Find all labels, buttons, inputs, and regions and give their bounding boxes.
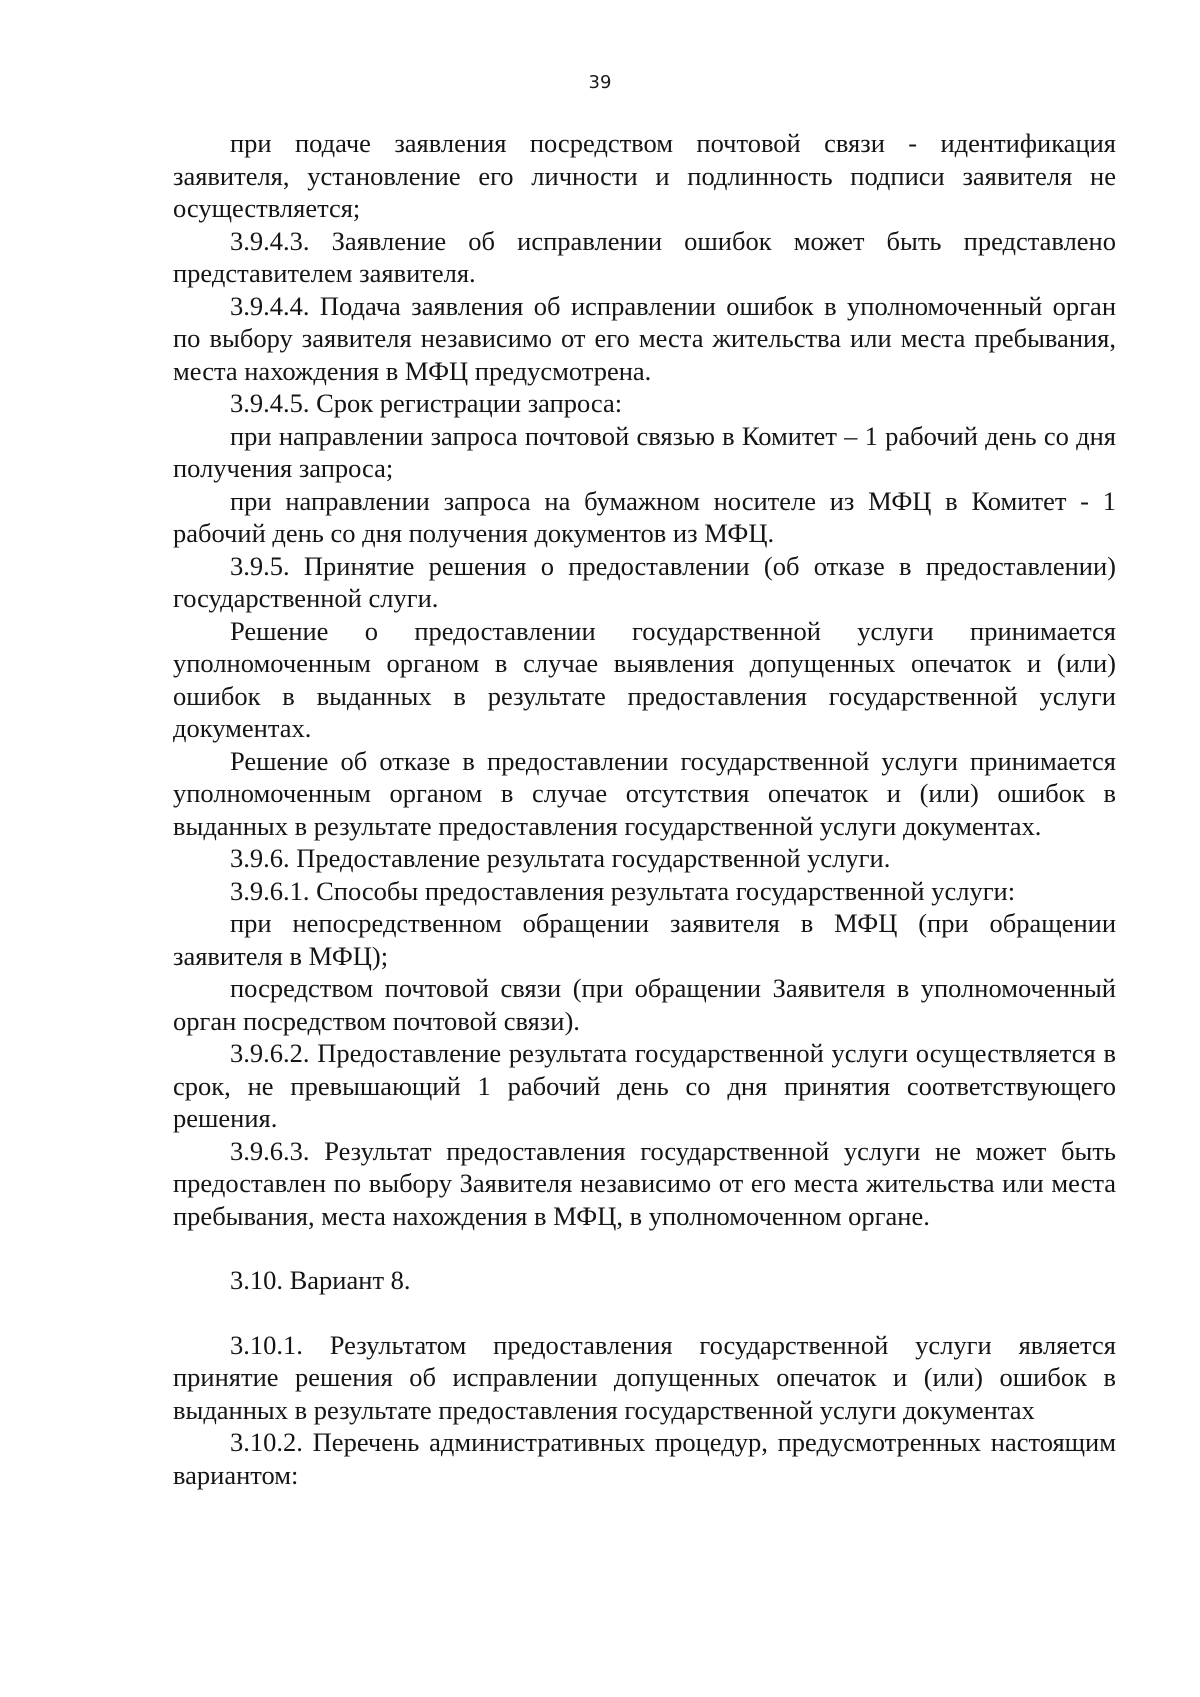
- paragraph-mfc-method: при непосредственном обращении заявителя в МФЦ (при обращении заявителя в МФЦ);: [173, 908, 1116, 971]
- paragraph-postal-registration-term: при направлении запроса почтовой связью в Комитет – 1 рабочий день со дня получения запроса;: [173, 420, 1116, 483]
- paragraph-3-9-6: 3.9.6. Предоставление результата государственной услуги.: [230, 843, 891, 873]
- paragraph-3-10-1: 3.10.1. Результатом предоставления государственной услуги является принятие решения об исправлении допущенных опечаток и (или) ошибок в выданных в результате предоставления государственной услуги документах: [173, 1329, 1116, 1425]
- document-body: [173, 127, 1116, 1491]
- paragraph-3-9-4-4: 3.9.4.4. Подача заявления об исправлении ошибок в уполномоченный орган по выбору заявителя независимо от его места жительства или места пребывания, места нахождения в МФЦ предусмотрена.: [173, 290, 1116, 386]
- paragraph-paper-registration-term: при направлении запроса на бумажном носителе из МФЦ в Комитет - 1 рабочий день со дня получения документов из МФЦ.: [173, 485, 1116, 548]
- section-heading-3-10: 3.10. Вариант 8.: [230, 1265, 411, 1295]
- page-number: 39: [588, 72, 612, 93]
- paragraph-decision-grant: Решение о предоставлении государственной услуги принимается уполномоченным органом в случае выявления допущенных опечаток и (или) ошибок в выданных в результате предоставления государственной услуги документах.: [173, 615, 1116, 743]
- paragraph-3-10-2: 3.10.2. Перечень административных процедур, предусмотренных настоящим вариантом:: [173, 1427, 1116, 1490]
- paragraph-decision-refusal: Решение об отказе в предоставлении государственной услуги принимается уполномоченным органом в случае отсутствия опечаток и (или) ошибок в выданных в результате предоставления государственной услуги документах.: [173, 745, 1116, 841]
- paragraph-3-9-5: 3.9.5. Принятие решения о предоставлении (об отказе в предоставлении) государственной слуги.: [173, 550, 1116, 613]
- paragraph-3-9-4-5: 3.9.4.5. Срок регистрации запроса:: [230, 388, 623, 418]
- paragraph-postal-identification: при подаче заявления посредством почтовой связи - идентификация заявителя, установление его личности и подлинность подписи заявителя не осуществляется;: [173, 128, 1116, 223]
- paragraph-postal-method: посредством почтовой связи (при обращении Заявителя в уполномоченный орган посредством почтовой связи).: [173, 973, 1116, 1036]
- paragraph-3-9-6-1: 3.9.6.1. Способы предоставления результата государственной услуги:: [230, 875, 1016, 906]
- paragraph-3-9-6-3: 3.9.6.3. Результат предоставления государственной услуги не может быть предоставлен по выбору Заявителя независимо от его места жительства или места пребывания, места нахождения в МФЦ, в уполномоченном органе.: [173, 1135, 1116, 1231]
- paragraph-3-9-4-3: 3.9.4.3. Заявление об исправлении ошибок может быть представлено представителем заявителя.: [173, 225, 1116, 288]
- paragraph-3-9-6-2: 3.9.6.2. Предоставление результата государственной услуги осуществляется в срок, не превышающий 1 рабочий день со дня принятия соответствующего решения.: [173, 1038, 1116, 1133]
